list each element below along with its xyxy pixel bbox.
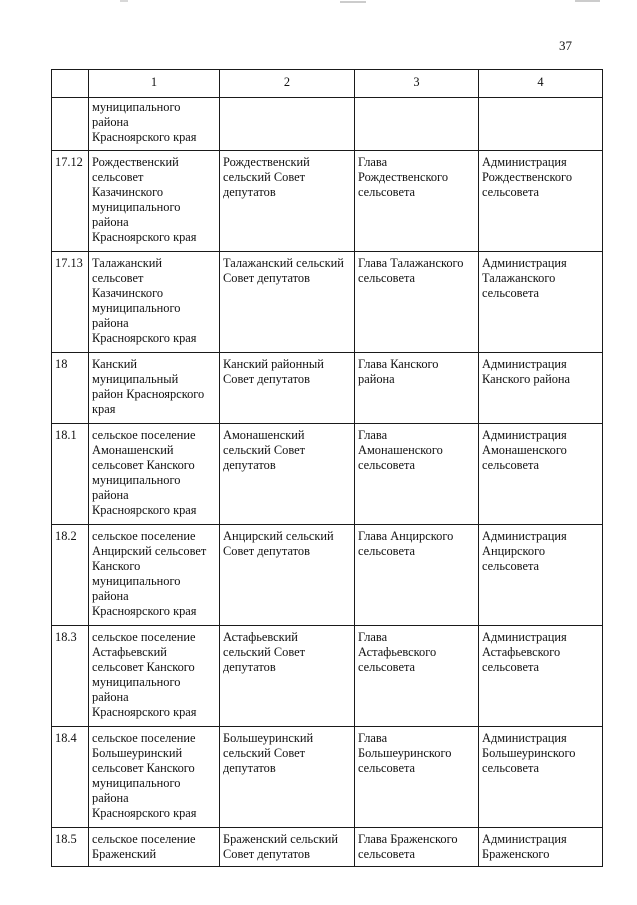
header-cell-num	[52, 70, 89, 98]
head-cell: Глава Большеуринского сельсовета	[355, 727, 479, 828]
row-number-cell: 18.3	[52, 626, 89, 727]
administration-cell: Администрация Амонашенского сельсовета	[479, 424, 603, 525]
table-row	[52, 424, 603, 525]
municipality-cell: муниципального района Красноярского края	[89, 98, 220, 151]
row-number-cell: 18.4	[52, 727, 89, 828]
header-cell-col4: 4	[479, 70, 603, 98]
row-number-cell: 18.1	[52, 424, 89, 525]
municipality-cell: Канский муниципальный район Красноярского края	[89, 353, 220, 424]
municipality-cell: сельское поселение Астафьевский сельсовет Канского муниципального района Красноярского края	[89, 626, 220, 727]
table-header-row	[52, 70, 603, 98]
table-row	[52, 626, 603, 727]
council-cell: Анцирский сельский Совет депутатов	[220, 525, 355, 626]
council-cell: Браженский сельский Совет депутатов	[220, 828, 355, 867]
table-row	[52, 252, 603, 353]
municipality-cell: сельское поселение Браженский	[89, 828, 220, 867]
head-cell: Глава Талажанского сельсовета	[355, 252, 479, 353]
head-cell: Глава Рождественского сельсовета	[355, 151, 479, 252]
row-number-cell: 17.12	[52, 151, 89, 252]
row-number-cell: 18.5	[52, 828, 89, 867]
table-row	[52, 98, 603, 151]
row-number-cell	[52, 98, 89, 151]
municipality-cell: сельское поселение Анцирский сельсовет Канского муниципального района Красноярского края	[89, 525, 220, 626]
table-row	[52, 727, 603, 828]
head-cell: Глава Канского района	[355, 353, 479, 424]
council-cell: Большеуринский сельский Совет депутатов	[220, 727, 355, 828]
head-cell: Глава Амонашенского сельсовета	[355, 424, 479, 525]
council-cell: Талажанский сельский Совет депутатов	[220, 252, 355, 353]
head-cell: Глава Браженского сельсовета	[355, 828, 479, 867]
administration-cell: Администрация Рождественского сельсовета	[479, 151, 603, 252]
row-number-cell: 18	[52, 353, 89, 424]
row-number-cell: 18.2	[52, 525, 89, 626]
council-cell: Канский районный Совет депутатов	[220, 353, 355, 424]
council-cell	[220, 98, 355, 151]
header-cell-col3: 3	[355, 70, 479, 98]
administration-cell: Администрация Астафьевского сельсовета	[479, 626, 603, 727]
scan-artifact-top	[0, 0, 637, 6]
administration-cell: Администрация Канского района	[479, 353, 603, 424]
council-cell: Амонашенский сельский Совет депутатов	[220, 424, 355, 525]
table-row	[52, 353, 603, 424]
table-row	[52, 525, 603, 626]
head-cell: Глава Астафьевского сельсовета	[355, 626, 479, 727]
administration-cell: Администрация Браженского	[479, 828, 603, 867]
head-cell: Глава Анцирского сельсовета	[355, 525, 479, 626]
table-row	[52, 151, 603, 252]
municipality-cell: Рождественский сельсовет Казачинского муниципального района Красноярского края	[89, 151, 220, 252]
page-number: 37	[559, 38, 572, 53]
row-number-cell: 17.13	[52, 252, 89, 353]
administration-cell: Администрация Талажанского сельсовета	[479, 252, 603, 353]
municipality-cell: Талажанский сельсовет Казачинского муниципального района Красноярского края	[89, 252, 220, 353]
header-cell-col2: 2	[220, 70, 355, 98]
document-table	[51, 69, 603, 867]
municipality-cell: сельское поселение Амонашенский сельсовет Канского муниципального района Красноярского края	[89, 424, 220, 525]
administration-cell: Администрация Большеуринского сельсовета	[479, 727, 603, 828]
table-row	[52, 828, 603, 867]
head-cell	[355, 98, 479, 151]
council-cell: Астафьевский сельский Совет депутатов	[220, 626, 355, 727]
council-cell: Рождественский сельский Совет депутатов	[220, 151, 355, 252]
municipality-cell: сельское поселение Большеуринский сельсовет Канского муниципального района Красноярского края	[89, 727, 220, 828]
administration-cell	[479, 98, 603, 151]
header-cell-col1: 1	[89, 70, 220, 98]
administration-cell: Администрация Анцирского сельсовета	[479, 525, 603, 626]
